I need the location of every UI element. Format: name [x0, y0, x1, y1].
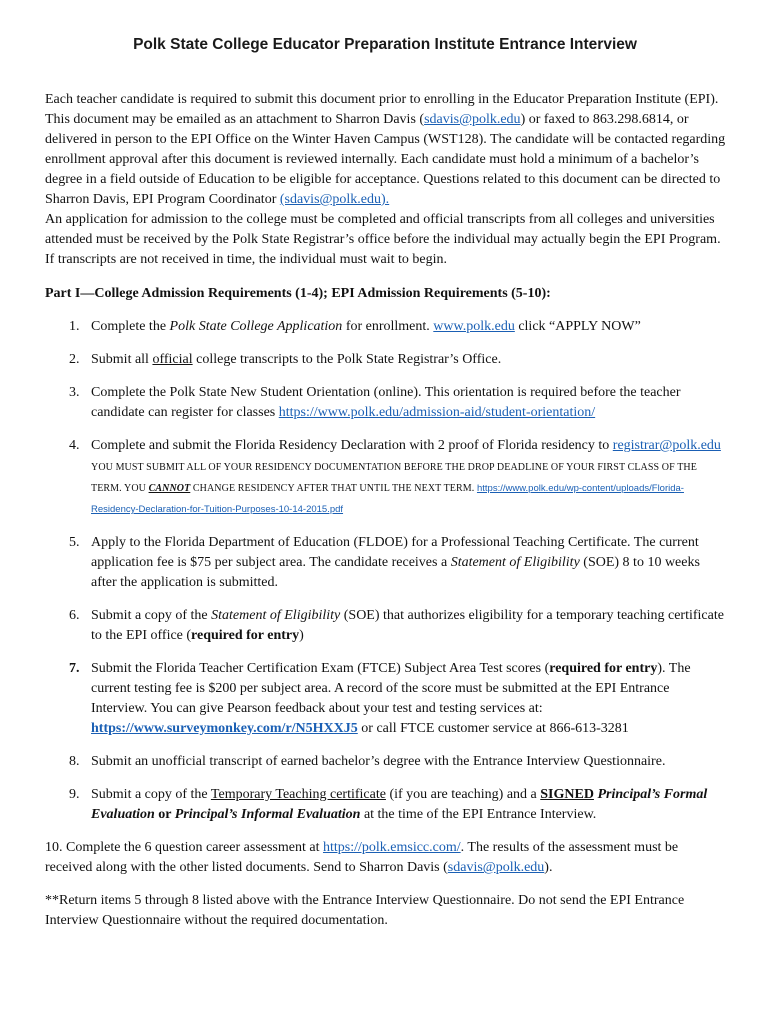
list-item	[45, 533, 727, 593]
email-link-sdavis-3[interactable]: sdavis@polk.edu	[447, 860, 545, 875]
item-text: . The results of the assessment must be received along with the other listed documents. Send to Sharron Davis (	[45, 840, 679, 875]
item-text: ).	[544, 860, 553, 875]
item-text: Submit a copy of the	[91, 787, 211, 802]
email-link-sdavis[interactable]: sdavis@polk.edu	[424, 112, 521, 127]
admission-paragraph: An application for admission to the college must be completed and official transcripts from all colleges and universities attended must be received by the Polk State Registrar’s office before the individual may actually begin the EPI Program. If transcripts are not received in time, the individual must wait to begin.	[45, 212, 721, 267]
item-text: for enrollment.	[342, 319, 434, 334]
item-text: Apply to the Florida Department of Education (FLDOE) for a Professional Teaching Certificate. The current application fee is $75 per subject area. The candidate receives a	[91, 535, 699, 570]
list-item	[45, 785, 727, 825]
item-text: Submit an unofficial transcript of earned bachelor’s degree with the Entrance Interview Questionnaire.	[91, 754, 666, 769]
list-item	[45, 383, 727, 423]
item-underline: official	[152, 352, 193, 367]
item-text: Complete the	[91, 319, 170, 334]
survey-link[interactable]: https://www.surveymonkey.com/r/N5HXXJ5	[91, 721, 358, 736]
item-text: college transcripts to the Polk State Registrar’s Office.	[192, 352, 502, 367]
item-text: Complete and submit the Florida Residency Declaration with 2 proof of Florida residency to	[91, 438, 613, 453]
item-text: )	[299, 628, 304, 643]
or-text: or	[154, 807, 175, 822]
item-number: 7.	[69, 661, 80, 676]
item-text: at the time of the EPI Entrance Interview.	[360, 807, 597, 822]
polk-website-link[interactable]: www.polk.edu	[433, 319, 515, 334]
intro-text: Each teacher candidate is required to submit this document prior to enrolling in the Educator Preparation Institute (EPI). This document may be emailed as an attachment to Sharron Davis (	[45, 92, 719, 127]
item-text: (if you are teaching) and a	[385, 787, 541, 802]
item-text: or call FTCE customer service at 866-613-3281	[357, 721, 629, 736]
orientation-link[interactable]: https://www.polk.edu/admission-aid/student-orientation/	[278, 405, 596, 420]
item-text: Submit all	[91, 352, 153, 367]
required-label: required for entry	[549, 661, 658, 676]
formal-evaluation: Principal’s Formal Evaluation	[91, 787, 708, 822]
list-item	[45, 436, 727, 520]
item-text: ). The current testing fee is $200 per subject area. A record of the score must be submitted at the EPI Entrance Interview. You can give Pearson feedback about your test and testing services at:	[91, 661, 691, 716]
intro-paragraph	[45, 90, 727, 210]
item-text: Submit the Florida Teacher Certification Exam (FTCE) Subject Area Test scores (	[91, 661, 550, 676]
item-number: 4.	[69, 438, 80, 453]
item-10-paragraph	[45, 838, 727, 878]
signed-emphasis: SIGNED	[540, 787, 594, 802]
item-text: Submit a copy of the	[91, 608, 212, 623]
item-text: (SOE) that authorizes eligibility for a temporary teaching certificate to the EPI office (	[91, 608, 724, 643]
item-emphasis: Statement of Eligibility	[450, 555, 580, 570]
item-text: Complete the Polk State New Student Orientation (online). This orientation is required before the teacher candidate can register for classes	[91, 385, 681, 420]
informal-evaluation: Principal’s Informal Evaluation	[174, 807, 361, 822]
item-text: (SOE) 8 to 10 weeks after the application is submitted.	[91, 555, 700, 590]
item-emphasis: Statement of Eligibility	[211, 608, 341, 623]
return-items-note: **Return items 5 through 8 listed above with the Entrance Interview Questionnaire. Do not send the EPI Entrance Interview Questionnaire without the required documentation.	[45, 893, 685, 928]
item-number: 5.	[69, 535, 80, 550]
item-number: 6.	[69, 608, 80, 623]
list-item	[45, 350, 727, 370]
item-emphasis: Polk State College Application	[169, 319, 343, 334]
item-number: 8.	[69, 754, 80, 769]
item-text: click “APPLY NOW”	[514, 319, 641, 334]
page-title: Polk State College Educator Preparation Institute Entrance Interview	[133, 36, 637, 53]
item-number: 1.	[69, 319, 80, 334]
item-number: 3.	[69, 385, 80, 400]
list-item	[45, 606, 727, 646]
item-number: 2.	[69, 352, 80, 367]
email-link-sdavis-2[interactable]: (sdavis@polk.edu).	[279, 192, 390, 207]
part1-heading: Part I—College Admission Requirements (1-4); EPI Admission Requirements (5-10):	[45, 286, 551, 301]
residency-notice: YOU MUST SUBMIT ALL OF YOUR RESIDENCY DOCUMENTATION BEFORE THE DROP DEADLINE OF YOUR FIRST CLASS OF THE TERM. YOU	[91, 462, 697, 494]
list-item	[45, 752, 727, 772]
registrar-email-link[interactable]: registrar@polk.edu	[612, 438, 721, 453]
residency-declaration-link[interactable]: https://www.polk.edu/wp-content/uploads/Florida-Residency-Declaration-for-Tuition-Purposes-10-14-2015.pdf	[91, 483, 684, 515]
cannot-emphasis: CANNOT	[148, 483, 191, 494]
list-item	[45, 659, 727, 739]
list-item	[45, 317, 727, 337]
document-body	[45, 90, 727, 931]
residency-notice: CHANGE RESIDENCY AFTER THAT UNTIL THE NEXT TERM.	[190, 483, 477, 494]
requirements-list	[45, 317, 727, 825]
item-underline: Temporary Teaching certificate	[210, 787, 386, 802]
intro-text: ) or faxed to 863.298.6814, or delivered in person to the EPI Office on the Winter Haven Campus (WST128). The candidate will be contacted regarding enrollment approval after this document is reviewed internally. Each candidate must hold a minimum of a bachelor’s degree in a field outside of Education to be eligible for acceptance. Questions related to this document can be directed to Sharron Davis, EPI Program Coordinator	[45, 112, 726, 207]
item-number: 9.	[69, 787, 80, 802]
required-label: required for entry	[191, 628, 300, 643]
item-text: 10. Complete the 6 question career assessment at	[45, 840, 323, 855]
career-assessment-link[interactable]: https://polk.emsicc.com/	[322, 840, 461, 855]
